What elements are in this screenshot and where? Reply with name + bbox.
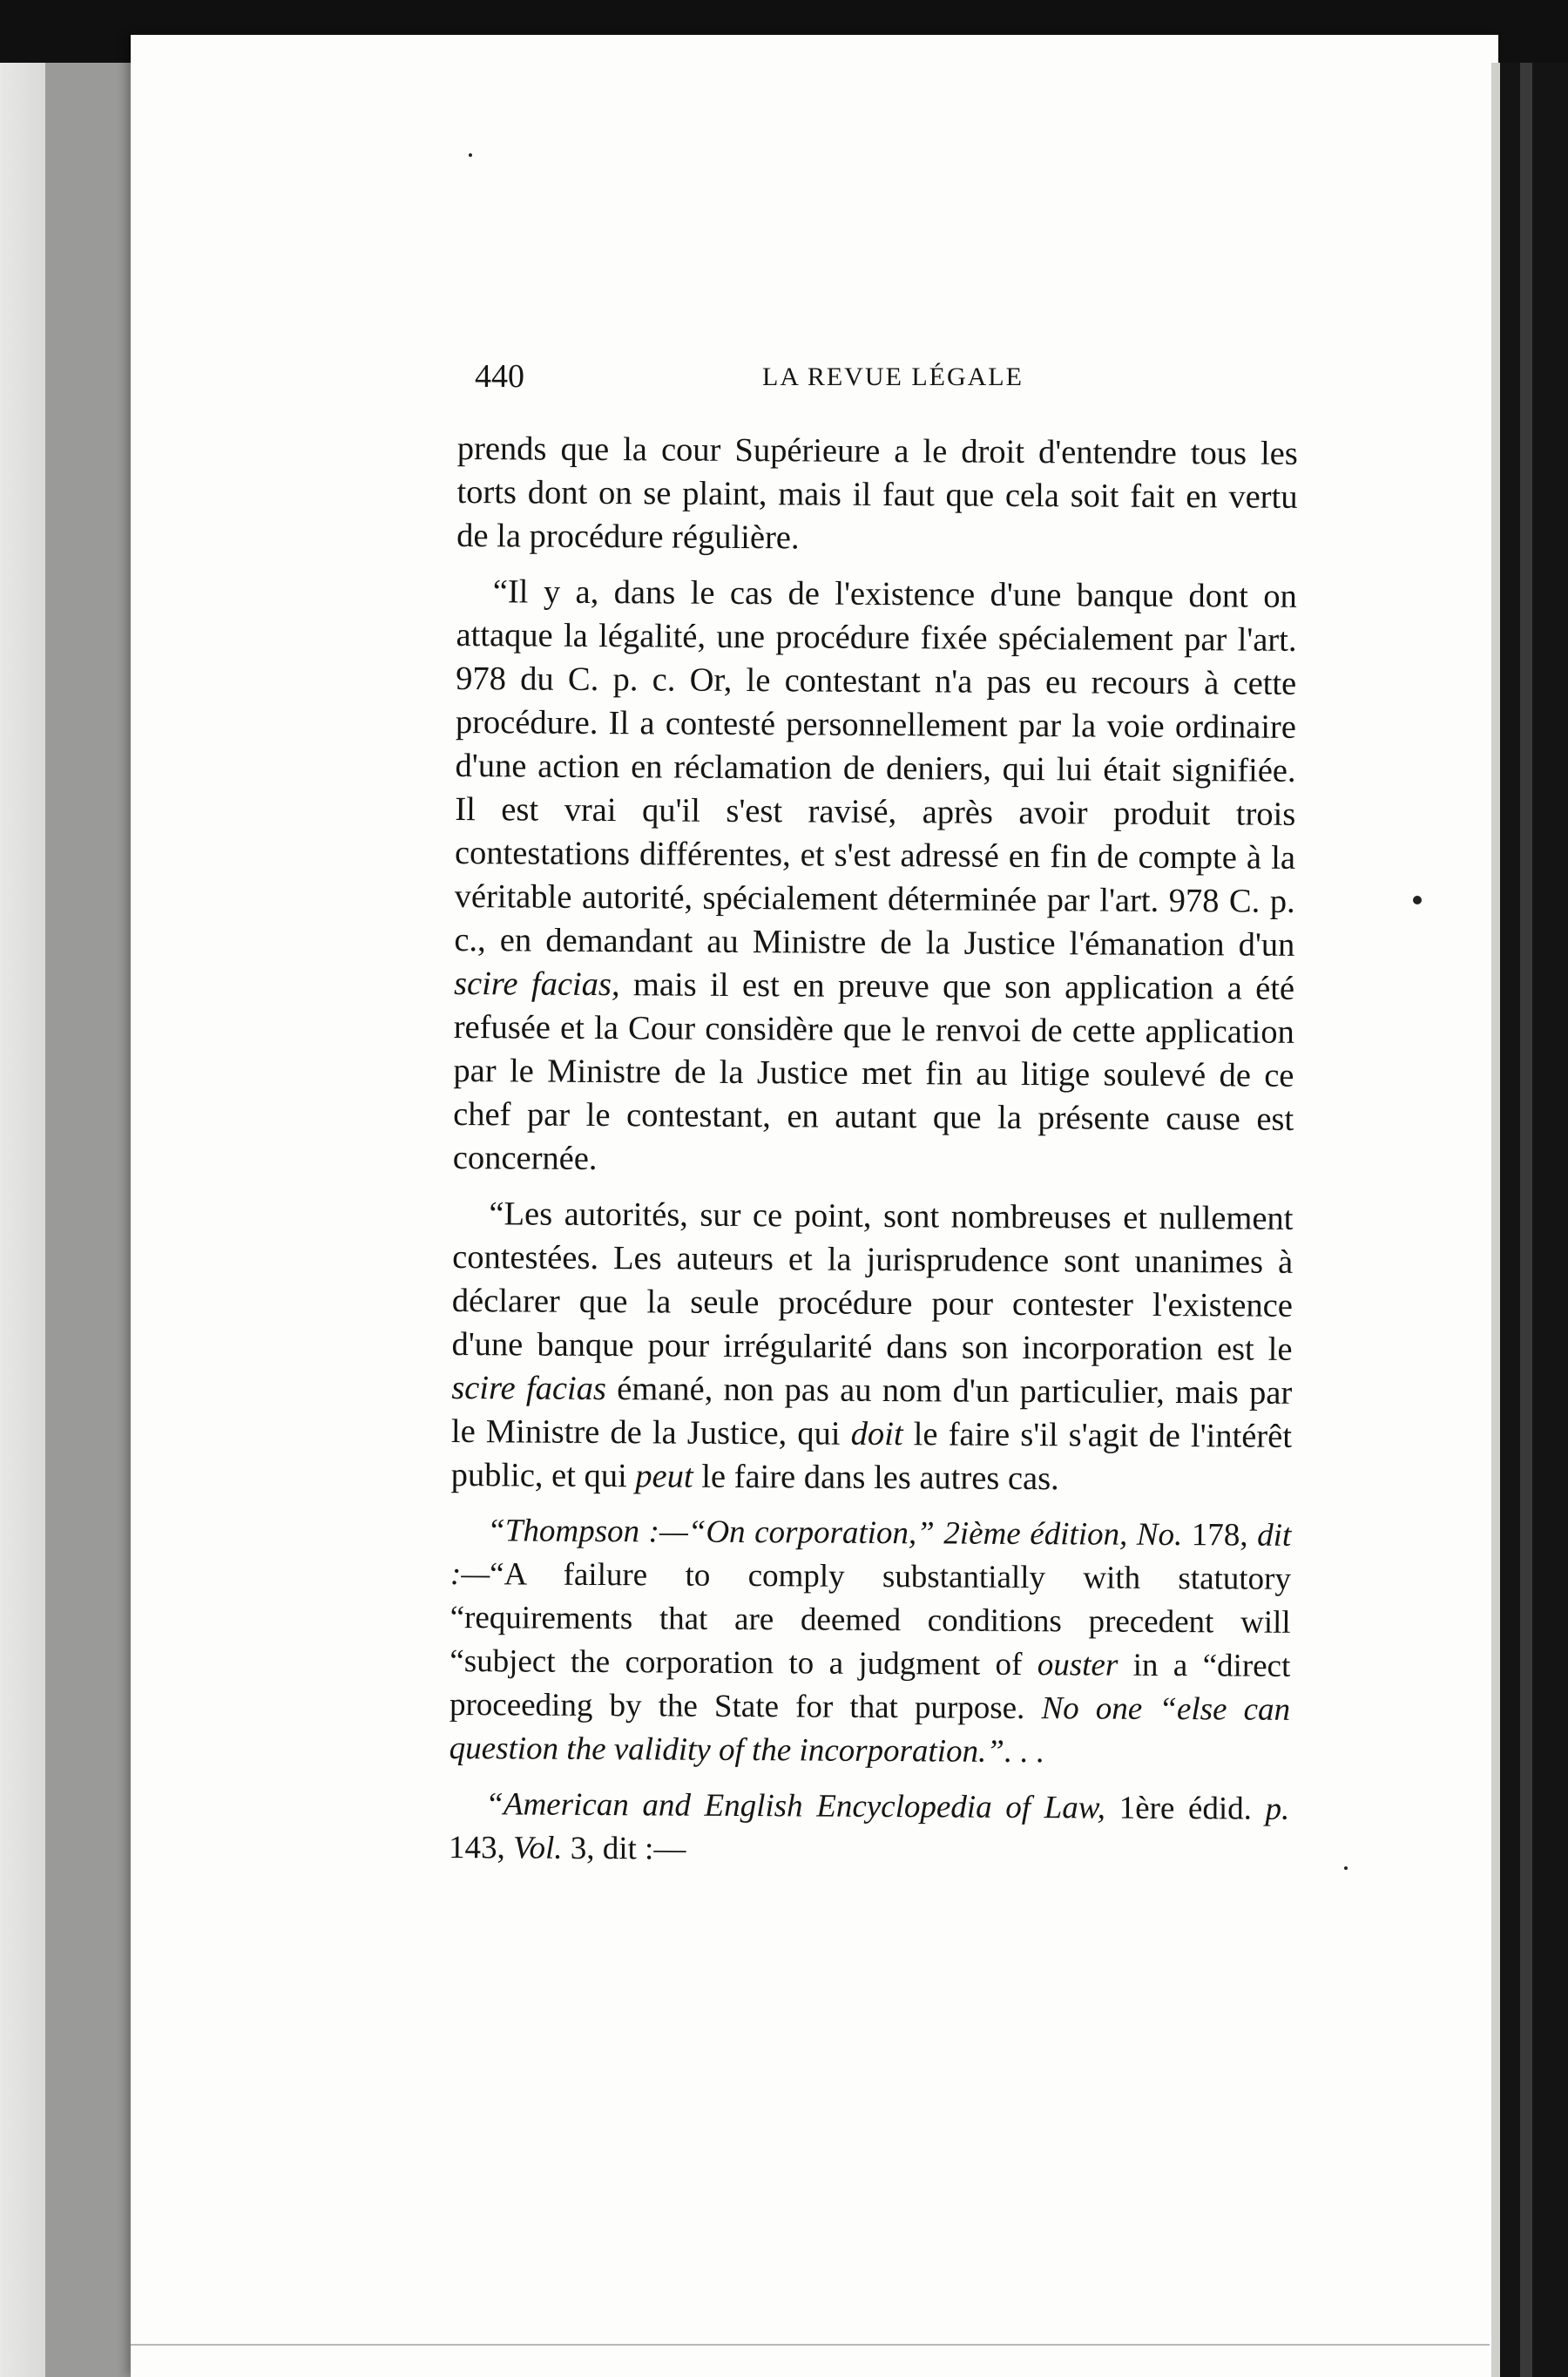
- dust-speck: [469, 153, 472, 157]
- paragraph-text: 1ère édid.: [1119, 1790, 1253, 1827]
- paragraph-text: le faire s'il s'agit de l'intérêt public, et qui: [450, 1416, 1293, 1495]
- scan-right-border: [1500, 63, 1568, 2377]
- italic-term: dit :—: [449, 1517, 1292, 1593]
- paragraph-autorites: [450, 1192, 1293, 1502]
- body-text: [449, 427, 1298, 1887]
- paragraph-text: “Il y a, dans le cas de l'existence d'une banque dont on attaque la légalité, une procédure fixée spécialement par l'art. 978 du C. p. c. Or, le contestant n'a pas eu recours à cette procédure. Il a contesté personnellement par la voie ordinaire d'une action en réclamation de deniers, qui lui était signifiée. Il est vrai qu'il s'est ravisé, après avoir produit trois contestations différentes, et s'est adressé en fin de compte à la véritable autorité, spécialement déterminée par l'art. 978 C. p. c., en demandant au Ministre de la Justice l'émanation d'un: [454, 573, 1297, 964]
- paragraph-text: 178,: [1191, 1517, 1248, 1554]
- paragraph-text: prends que la cour Supérieure a le droit d'entendre tous les torts dont on se plaint, mais il faut que cela soit fait en vertu de la procédure régulière.: [456, 430, 1298, 557]
- citation-title: “American and English Encyclopedia of Law,: [485, 1786, 1106, 1826]
- italic-quote: No one “else can question the validity of the incorporation.”. . .: [449, 1690, 1291, 1771]
- paragraph-text: émané, non pas au nom d'un particulier, mais par le Ministre de la Justice, qui: [450, 1371, 1293, 1453]
- italic-term: ouster: [1037, 1647, 1119, 1683]
- paragraph-text: le faire dans les autres cas.: [701, 1458, 1059, 1498]
- italic-term: peut: [635, 1458, 693, 1495]
- italic-term: doit: [850, 1415, 903, 1453]
- italic-term: p.: [1265, 1791, 1290, 1827]
- page-stack-edge: [45, 63, 132, 2377]
- page-bottom-edge: [131, 2344, 1490, 2372]
- paragraph-thompson-citation: [449, 1509, 1292, 1776]
- paragraph-text: mais il est en preuve que son application a été refusée et la Cour considère que le renvoi de cette application par le Ministre de la Justice met fin au litige soulevé de ce chef par le contestant, en autant que la présente cause est concernée.: [452, 966, 1295, 1177]
- paragraph-text: “Les autorités, sur ce point, sont nombreuses et nullement contestées. Les auteurs et la jurisprudence sont unanimes à déclarer que la seule procédure pour contester l'existence d'une banque pour irrégularité dans son incorporation est le: [451, 1195, 1294, 1368]
- page-right-edge: [1491, 63, 1500, 2377]
- italic-term: Vol.: [512, 1830, 563, 1866]
- running-title: LA REVUE LÉGALE: [762, 362, 1024, 391]
- page-header: [475, 357, 1294, 401]
- italic-term: scire facias,: [453, 965, 620, 1004]
- dust-speck: [1344, 1866, 1348, 1870]
- paragraph-text: “A failure to comply substantially with statutory “requirements that are deemed conditions precedent will “subject the corporation to a judgment of: [449, 1556, 1292, 1683]
- italic-term: scire facias: [451, 1369, 607, 1408]
- scan-right-border-inner: [1520, 63, 1532, 2377]
- paragraph-text: in a “direct proceeding by the State for that purpose.: [449, 1647, 1291, 1727]
- paragraph-continuation: [456, 427, 1298, 563]
- scan-left-margin: [0, 63, 45, 2377]
- paragraph-text: 143,: [448, 1829, 505, 1866]
- page-number: 440: [475, 358, 524, 395]
- paragraph-text: 3, dit :—: [570, 1830, 686, 1867]
- citation-title: “Thompson :—“On corporation,” 2ième édition, No.: [487, 1513, 1183, 1554]
- paragraph-quote-banque: [453, 570, 1297, 1185]
- paragraph-encyclopedia-citation: [449, 1783, 1290, 1875]
- dust-speck: [1413, 896, 1422, 904]
